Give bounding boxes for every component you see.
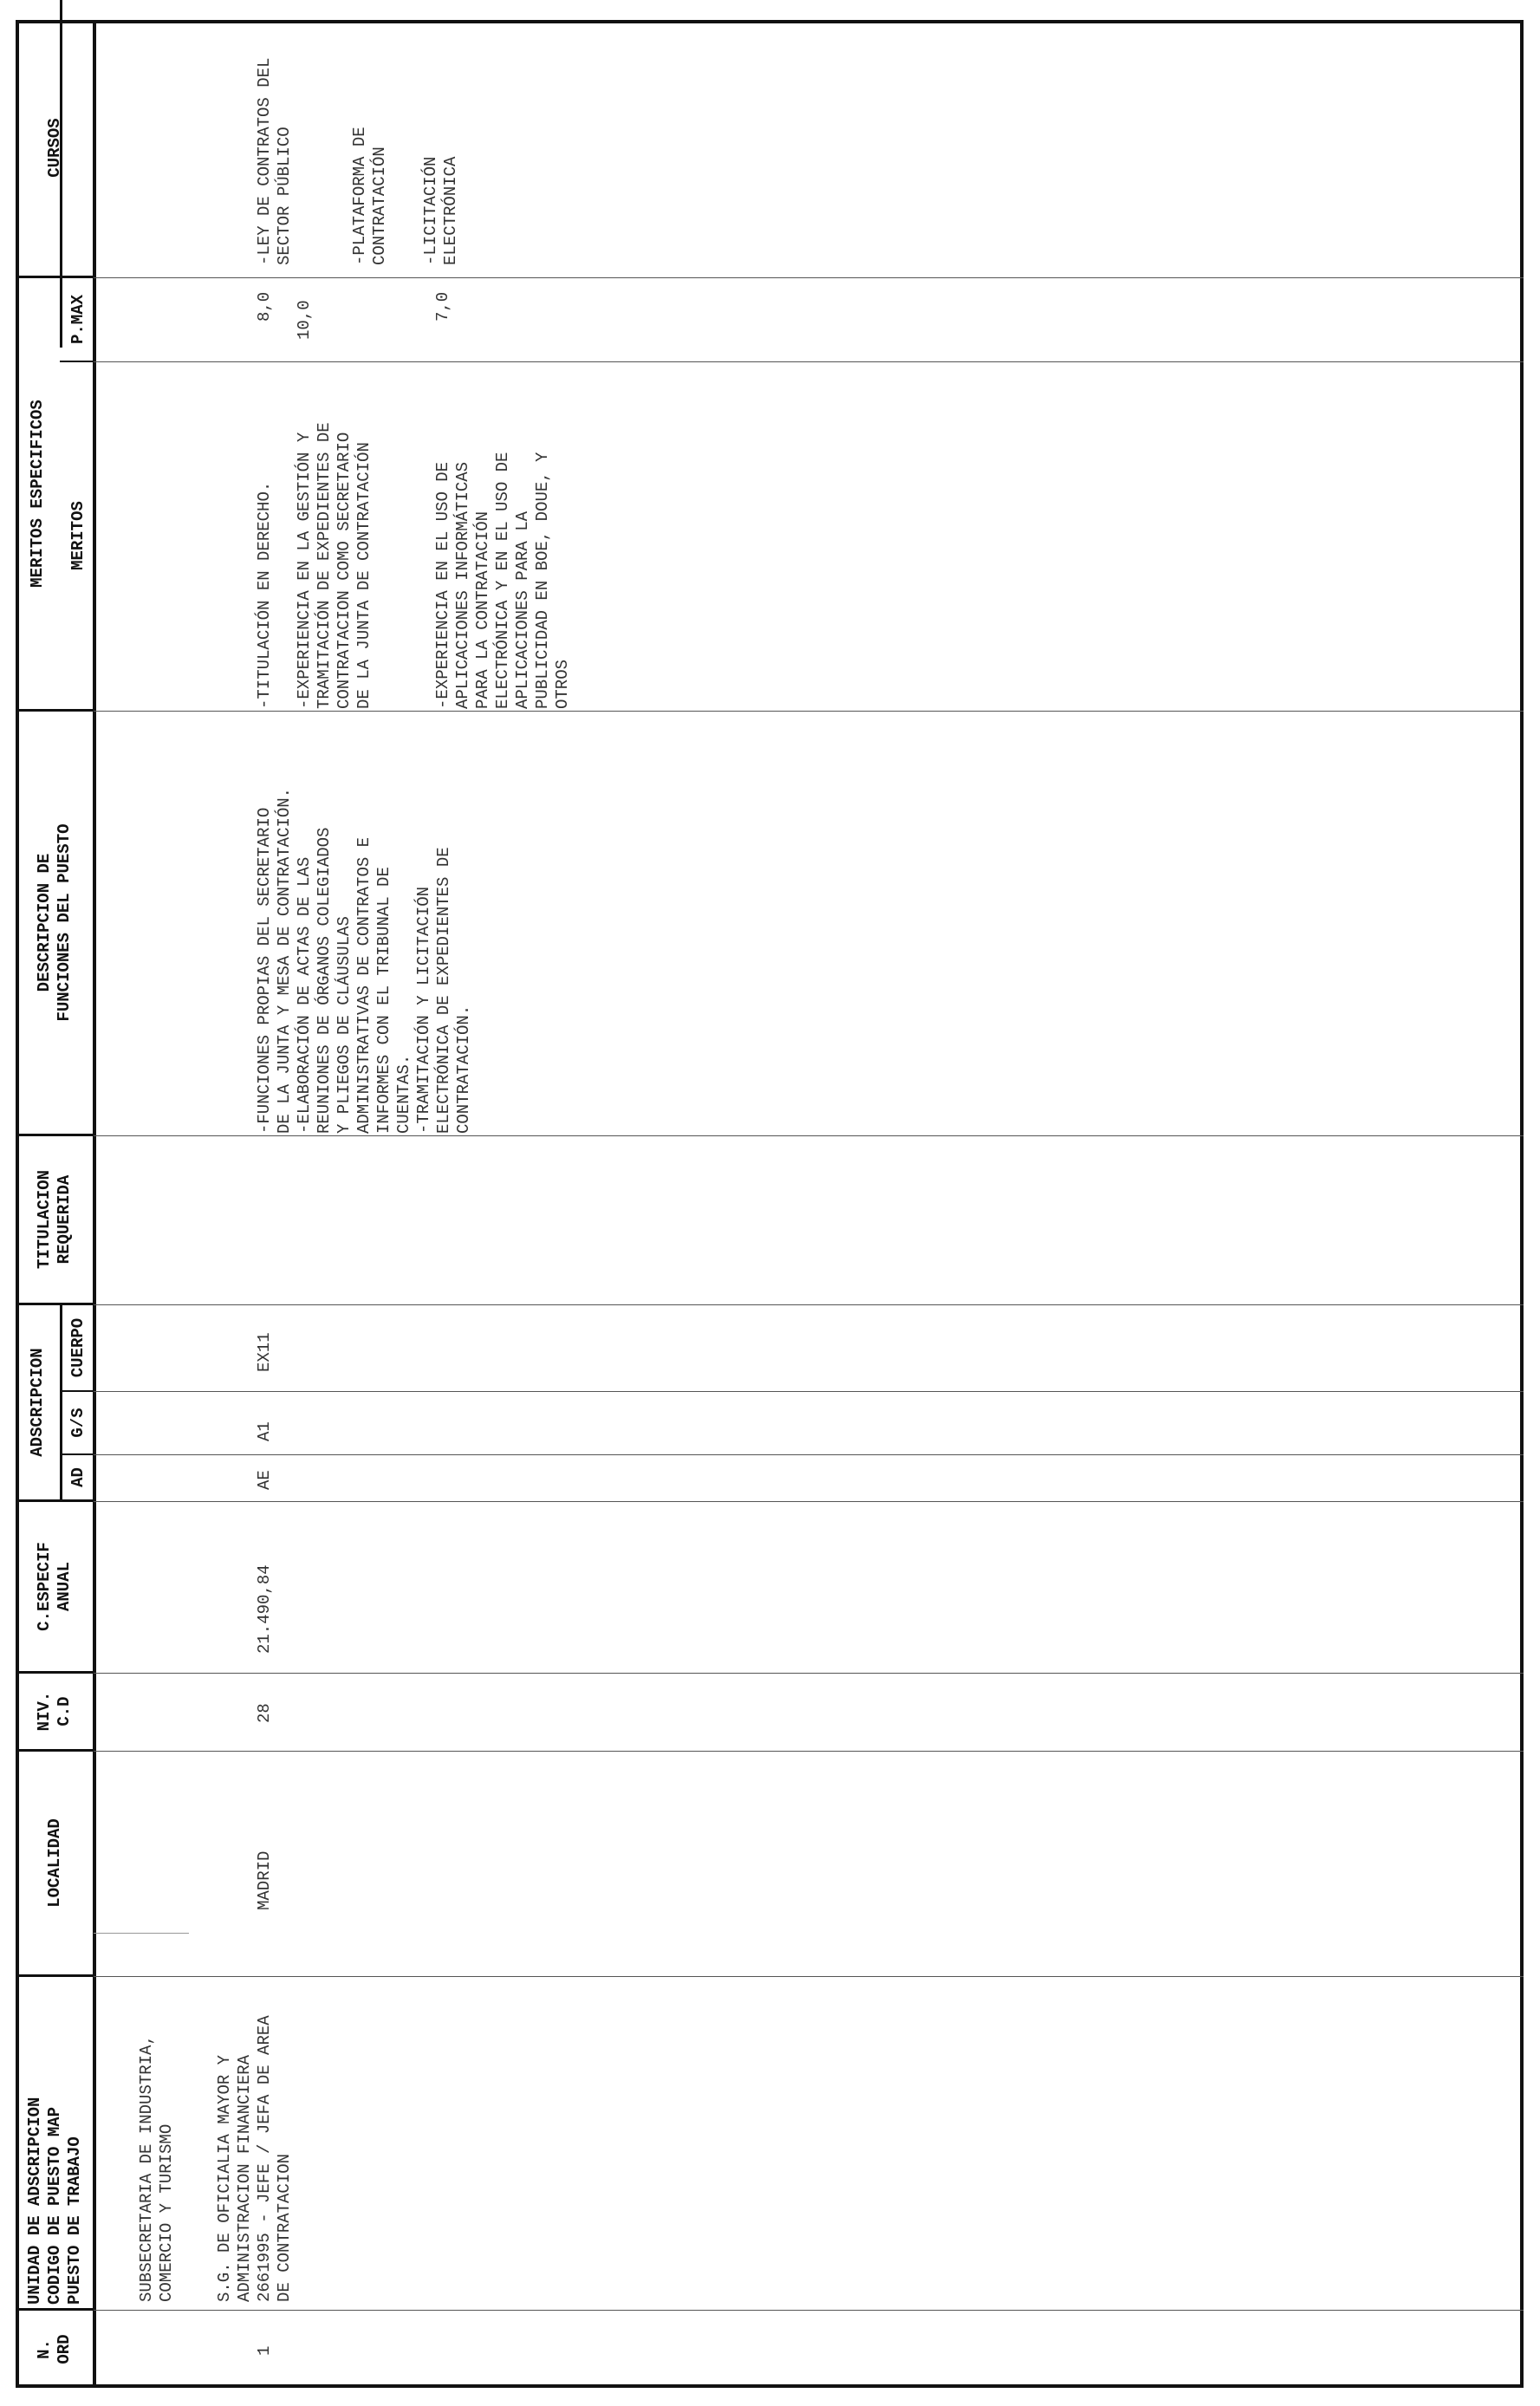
sep-unidad-body — [94, 1976, 1524, 1977]
sep-adscripcion-body — [94, 1304, 1524, 1305]
sep-gs-body — [94, 1391, 1524, 1392]
header-meritos: MERITOS — [68, 501, 88, 570]
row-localidad: MADRID — [255, 1850, 274, 1910]
row-merit-1: -TITULACIÓN EN DERECHO. — [255, 481, 274, 709]
row-cuerpo: EX11 — [255, 1332, 274, 1372]
row-n-ord: 1 — [255, 2345, 274, 2356]
header-ad: AD — [68, 1467, 88, 1487]
header-cuerpo: CUERPO — [68, 1317, 88, 1378]
sep-meritos-body — [94, 361, 1524, 362]
row-curso-3: -LICITACIÓN ELECTRÓNICA — [421, 156, 460, 265]
row-pmax-1: 8,0 — [255, 291, 274, 322]
sep-cespecif-body — [94, 1501, 1524, 1502]
header-gs: G/S — [68, 1408, 88, 1438]
row-niv: 28 — [255, 1703, 274, 1723]
row-pmax-3: 7,0 — [433, 291, 452, 322]
row-c-especif: 21.490,84 — [255, 1564, 274, 1654]
unit-underline — [94, 1933, 189, 1934]
row-gs: A1 — [255, 1421, 274, 1441]
header-c-especif: C.ESPECIF ANUAL — [35, 1542, 74, 1631]
sep-descripcion-body — [94, 711, 1524, 712]
header-niv: NIV. C.D — [35, 1691, 74, 1732]
unit-subsecretaria: SUBSECRETARIA DE INDUSTRIA, COMERCIO Y TURISMO — [137, 2035, 176, 2302]
sep-nord-body — [94, 2310, 1524, 2311]
header-descripcion: DESCRIPCION DE FUNCIONES DEL PUESTO — [35, 823, 74, 1022]
row-puesto: 2661995 - JEFE / JEFA DE AREA DE CONTRATACION — [255, 2015, 294, 2302]
table-frame — [16, 20, 1524, 2388]
header-n-ord: N. ORD — [35, 2334, 74, 2364]
row-merit-3: -EXPERIENCIA EN EL USO DE APLICACIONES INFORMÁTICAS PARA LA CONTRATACIÓN ELECTRÓNICA Y EN EL USO DE APLICACIONES PARA LA PUBLICIDAD EN BOE, DOUE, Y OTROS — [433, 452, 572, 709]
sep-niv-body — [94, 1673, 1524, 1674]
header-adscripcion: ADSCRIPCION — [28, 1348, 47, 1457]
header-pmax: P.MAX — [68, 295, 88, 345]
header-localidad: LOCALIDAD — [44, 1818, 64, 1908]
sep-localidad-body — [94, 1751, 1524, 1752]
unit-sg: S.G. DE OFICIALIA MAYOR Y ADMINISTRACION FINANCIERA — [215, 2054, 254, 2302]
row-pmax-2: 10,0 — [295, 300, 314, 340]
header-meritos-especificos: MERITOS ESPECIFICOS — [28, 400, 47, 588]
sep-ad-body — [94, 1454, 1524, 1455]
row-merit-2: -EXPERIENCIA EN LA GESTIÓN Y TRAMITACIÓN DE EXPEDIENTES DE CONTRATACION COMO SECRETARIO DE LA JUNTA DE CONTRATACIÓN — [295, 422, 374, 709]
row-ad: AE — [255, 1470, 274, 1490]
sep-meritos-especificos-body — [94, 277, 1524, 278]
sep-titulacion-body — [94, 1135, 1524, 1136]
row-curso-2: -PLATAFORMA DE CONTRATACIÓN — [350, 127, 389, 265]
row-descripcion: -FUNCIONES PROPIAS DEL SECRETARIO DE LA JUNTA Y MESA DE CONTRATACIÓN. -ELABORACIÓN DE ACTAS DE LAS REUNIONES DE ÓRGANOS COLEGIADOS Y PLIEGOS DE CLÁUSULAS ADMINISTRATIVAS DE CONTRATOS E INFORMES CON EL TRIBUNAL DE CUENTAS. -TRAMITACIÓN Y LICITACIÓN ELECTRÓNICA DE EXPEDIENTES DE CONTRATACIÓN. — [255, 787, 473, 1134]
header-titulacion: TITULACION REQUERIDA — [35, 1169, 74, 1270]
row-curso-1: -LEY DE CONTRATOS DEL SECTOR PÚBLICO — [255, 57, 294, 265]
header-cursos: CURSOS — [44, 118, 64, 178]
header-unidad: UNIDAD DE ADSCRIPCION CODIGO DE PUESTO MAP PUESTO DE TRABAJO — [24, 2097, 84, 2305]
